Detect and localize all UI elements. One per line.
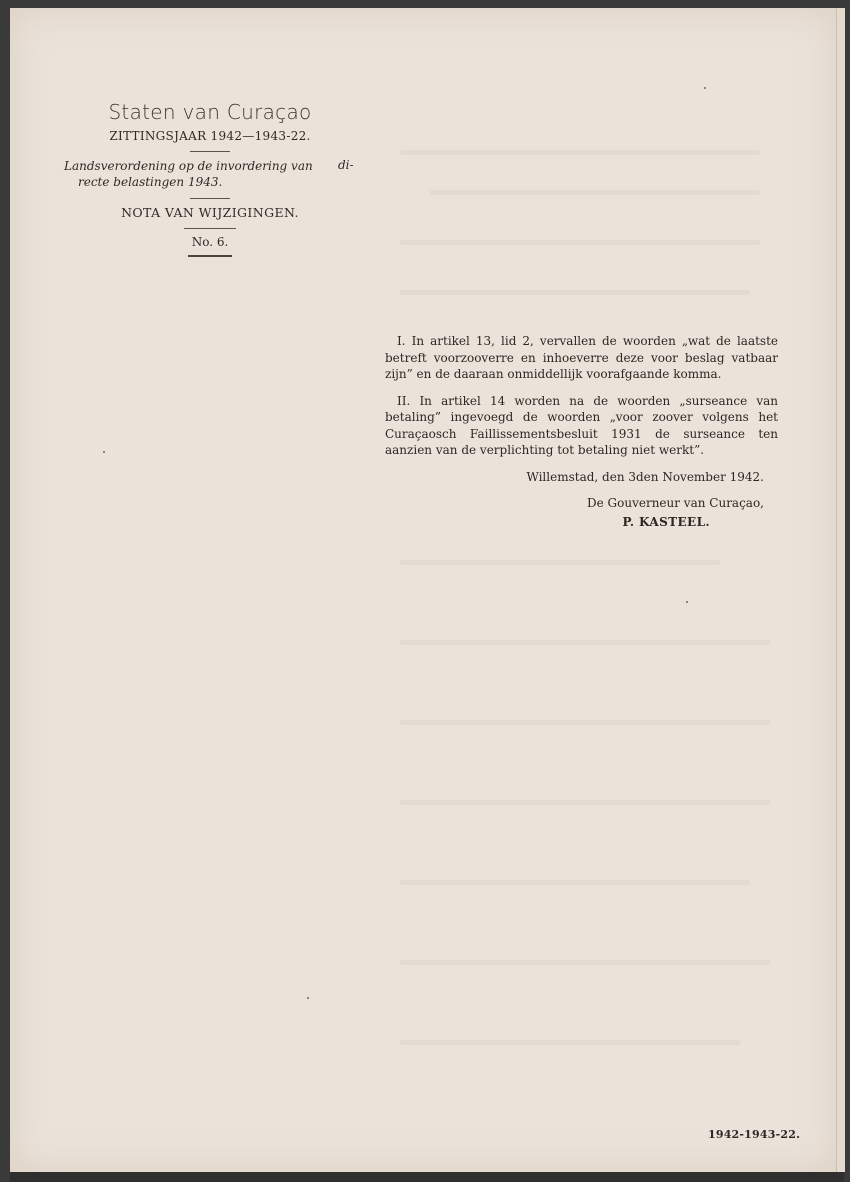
subject-line-1-hyphenation: di- [338, 158, 354, 172]
divider [190, 151, 230, 152]
date-line: Willemstad, den 3den November 1942. [526, 469, 764, 484]
scan-speck [704, 87, 706, 89]
scan-speck [686, 601, 688, 603]
subject-line-2: recte belastingen 1943. [78, 175, 223, 189]
document-number-footer: 1942-1943-22. [708, 1128, 801, 1141]
amendment-paragraph: II. In artikel 14 worden na de woorden „surseance van betaling” ingevoegd de woorden „voor zoover volgens het Curaçaosch Faillissementsbesluit 1931 de surseance ten aanzien van de verplichting tot betaling niet werkt”. [385, 393, 778, 457]
divider [188, 255, 232, 257]
scan-speck [307, 997, 309, 999]
document-number: No. 6. [191, 235, 229, 249]
amendment-paragraph: I. In artikel 13, lid 2, vervallen de woorden „wat de laatste betreft voorzooverre en inhoeverre deze voor beslag vatbaar zijn” en de daaraan onmiddellijk voorafgaande komma. [385, 334, 778, 381]
divider [184, 228, 236, 229]
session-year: ZITTINGSJAAR 1942—1943-22. [109, 129, 311, 143]
divider [190, 198, 230, 199]
document-title: Staten van Curaçao [108, 100, 312, 124]
document-type: NOTA VAN WIJZIGINGEN. [121, 205, 299, 220]
signer-name: P. KASTEEL. [622, 514, 710, 529]
signer-title: De Gouverneur van Curaçao, [587, 496, 764, 510]
document-body [385, 333, 778, 530]
scan-background [10, 1172, 844, 1182]
scan-speck [103, 451, 105, 453]
subject-line-1: Landsverordening op de invordering van [64, 159, 313, 173]
page-edge [836, 8, 845, 1172]
document-header [60, 100, 360, 257]
